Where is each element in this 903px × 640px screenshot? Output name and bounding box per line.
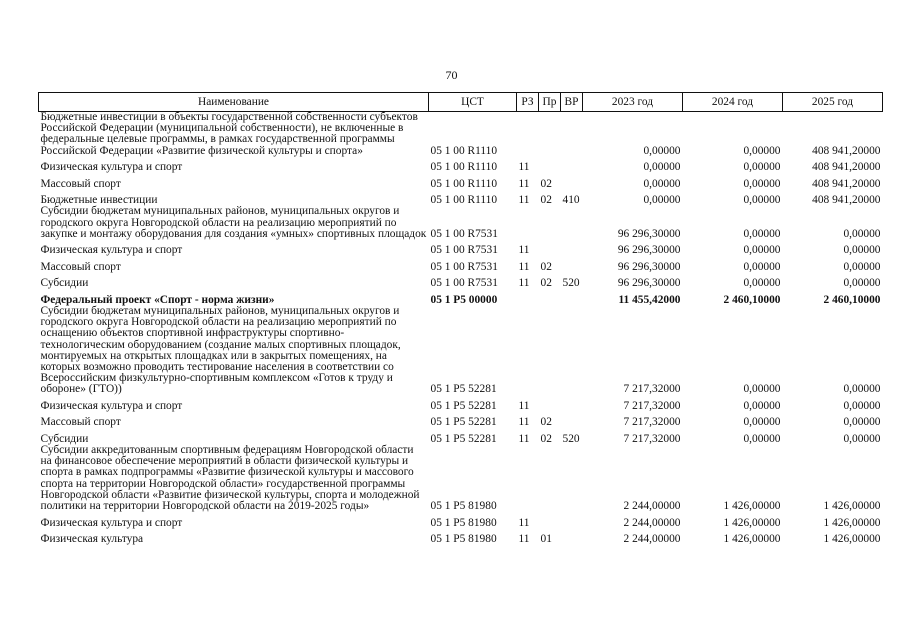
row-rz xyxy=(517,206,539,240)
row-name: Бюджетные инвестиции xyxy=(40,194,158,207)
row-rz: 11 xyxy=(518,516,530,529)
page-number: 70 xyxy=(445,68,458,82)
row-name: Бюджетные инвестиции в объекты государственной собственности субъектов Российской Федерации (муниципальной собственности), не включенные в федеральные целевые программы, в рамках государственной программы Российской Федерации «Развитие физической культуры и спорта» xyxy=(40,111,418,157)
row-2024: 1 426,00000 xyxy=(723,500,781,513)
table-row xyxy=(39,157,883,174)
row-vr xyxy=(561,240,583,257)
row-2024: 0,00000 xyxy=(743,144,781,157)
row-pr: 02 xyxy=(540,416,552,429)
row-pr: 02 xyxy=(540,260,552,273)
row-vr: 520 xyxy=(562,277,580,290)
row-2025: 0,00000 xyxy=(843,277,881,290)
header-pr: Пр xyxy=(539,93,561,112)
row-2025: 1 426,00000 xyxy=(823,533,881,546)
table-row xyxy=(39,273,883,290)
row-cst: 05 1 00 R1110 xyxy=(430,161,498,174)
row-2023: 7 217,32000 xyxy=(623,416,681,429)
row-pr: 01 xyxy=(540,533,552,546)
row-cst: 05 1 P5 81980 xyxy=(430,500,497,513)
row-2024: 1 426,00000 xyxy=(723,516,781,529)
row-2024: 0,00000 xyxy=(743,244,781,257)
row-pr xyxy=(539,306,561,396)
header-name: Наименование xyxy=(39,93,429,112)
table-row xyxy=(39,206,883,240)
row-2024: 0,00000 xyxy=(743,161,781,174)
row-2024: 0,00000 xyxy=(743,383,781,396)
row-rz: 11 xyxy=(518,161,530,174)
row-pr xyxy=(539,157,561,174)
table-row xyxy=(39,289,883,306)
row-name: Массовый спорт xyxy=(40,260,121,273)
row-2025: 2 460,10000 xyxy=(823,293,881,306)
row-2024: 0,00000 xyxy=(743,227,781,240)
row-2025: 408 941,20000 xyxy=(812,177,881,190)
row-name: Субсидии xyxy=(40,432,89,445)
row-rz: 11 xyxy=(518,277,530,290)
row-vr: 410 xyxy=(562,194,580,207)
row-rz: 11 xyxy=(518,533,530,546)
table-row xyxy=(39,306,883,396)
row-2025: 408 941,20000 xyxy=(812,161,881,174)
row-cst: 05 1 00 R1110 xyxy=(430,194,498,207)
row-name: Субсидии бюджетам муниципальных районов, муниципальных округов и городского округа Новгородской области на реализацию мероприятий по закупке и монтажу оборудования для создания «умных» спортивных площадок xyxy=(40,205,427,240)
row-vr xyxy=(561,529,583,546)
row-rz: 11 xyxy=(518,177,530,190)
row-2023: 7 217,32000 xyxy=(623,399,681,412)
table-row xyxy=(39,173,883,190)
row-pr xyxy=(539,240,561,257)
row-cst: 05 1 P5 81980 xyxy=(430,516,497,529)
row-2023: 0,00000 xyxy=(643,177,681,190)
row-vr xyxy=(561,512,583,529)
row-cst: 05 1 00 R7531 xyxy=(430,260,498,273)
row-cst: 05 1 00 R7531 xyxy=(430,244,498,257)
row-2025: 0,00000 xyxy=(843,227,881,240)
header-rz: РЗ xyxy=(517,93,539,112)
row-pr xyxy=(539,206,561,240)
row-vr xyxy=(561,256,583,273)
row-cst: 05 1 P5 52281 xyxy=(430,383,497,396)
row-2023: 2 244,00000 xyxy=(623,533,681,546)
row-2023: 0,00000 xyxy=(643,194,681,207)
row-pr xyxy=(539,289,561,306)
row-name: Субсидии бюджетам муниципальных районов, муниципальных округов и городского округа Новгородской области на реализацию мероприятий по оснащению объектов спортивной инфраструктуры спортивно-технологическим оборудованием (создание малых спортивных площадок, монтируемых на открытых площадках или в закрытых помещениях, на которых возможно проводить тестирование населения в соответствии со Всероссийским физкультурно-спортивным комплексом «Готов к труду и обороне» (ГТО)) xyxy=(40,304,401,396)
row-vr xyxy=(561,306,583,396)
row-2024: 0,00000 xyxy=(743,260,781,273)
row-rz xyxy=(517,306,539,396)
row-2023: 96 296,30000 xyxy=(617,260,681,273)
row-cst: 05 1 P5 00000 xyxy=(430,293,498,306)
table-row xyxy=(39,256,883,273)
row-2024: 0,00000 xyxy=(743,194,781,207)
row-vr: 520 xyxy=(562,432,580,445)
row-rz: 11 xyxy=(518,194,530,207)
row-2024: 0,00000 xyxy=(743,416,781,429)
table-row xyxy=(39,429,883,446)
row-rz xyxy=(517,112,539,157)
row-name: Физическая культура и спорт xyxy=(40,516,183,529)
row-2025: 1 426,00000 xyxy=(823,516,881,529)
row-name: Федеральный проект «Спорт - норма жизни» xyxy=(40,293,275,306)
row-2023: 96 296,30000 xyxy=(617,244,681,257)
header-cst: ЦСТ xyxy=(429,93,517,112)
row-2023: 11 455,42000 xyxy=(618,293,681,306)
row-2024: 0,00000 xyxy=(743,432,781,445)
row-name: Физическая культура и спорт xyxy=(40,399,183,412)
row-pr: 02 xyxy=(540,194,552,207)
row-2025: 0,00000 xyxy=(843,383,881,396)
row-cst: 05 1 P5 52281 xyxy=(430,399,497,412)
row-2024: 2 460,10000 xyxy=(723,293,781,306)
row-cst: 05 1 P5 52281 xyxy=(430,416,497,429)
row-vr xyxy=(561,206,583,240)
row-vr xyxy=(561,412,583,429)
budget-table xyxy=(38,92,883,545)
table-row xyxy=(39,529,883,546)
row-2023: 7 217,32000 xyxy=(623,383,681,396)
table-row xyxy=(39,445,883,512)
row-name: Субсидии аккредитованным спортивным федерациям Новгородской области на финансовое обеспечение мероприятий в области физической культуры и спорта в рамках подпрограммы «Развитие физической культуры и массового спорта на территории Новгородской области» государственной программы Новгородской области «Развитие физической культуры, спорта и молодежной политики на территории Новгородской области на 2019-2025 годы» xyxy=(40,444,420,513)
row-rz: 11 xyxy=(518,244,530,257)
row-2024: 0,00000 xyxy=(743,177,781,190)
row-2025: 0,00000 xyxy=(843,399,881,412)
row-name: Физическая культура и спорт xyxy=(40,161,183,174)
row-pr: 02 xyxy=(540,432,552,445)
row-name: Массовый спорт xyxy=(40,177,121,190)
row-2023: 0,00000 xyxy=(643,144,681,157)
header-2025: 2025 год xyxy=(783,93,883,112)
row-2025: 0,00000 xyxy=(843,432,881,445)
row-2023: 96 296,30000 xyxy=(617,227,681,240)
row-vr xyxy=(561,289,583,306)
row-rz xyxy=(517,445,539,512)
row-vr xyxy=(561,157,583,174)
row-name: Физическая культура xyxy=(40,533,144,546)
row-rz: 11 xyxy=(518,260,530,273)
table-row xyxy=(39,396,883,413)
header-2024: 2024 год xyxy=(683,93,783,112)
row-2024: 0,00000 xyxy=(743,277,781,290)
row-rz: 11 xyxy=(518,432,530,445)
row-2023: 2 244,00000 xyxy=(623,516,681,529)
row-2025: 0,00000 xyxy=(843,416,881,429)
row-pr xyxy=(539,396,561,413)
row-pr xyxy=(539,512,561,529)
row-cst: 05 1 00 R1110 xyxy=(430,177,498,190)
row-pr xyxy=(539,445,561,512)
row-cst: 05 1 00 R1110 xyxy=(430,144,498,157)
row-vr xyxy=(561,396,583,413)
row-2025: 408 941,20000 xyxy=(812,194,881,207)
row-pr xyxy=(539,112,561,157)
row-name: Физическая культура и спорт xyxy=(40,244,183,257)
table-header xyxy=(39,93,883,112)
row-name: Субсидии xyxy=(40,277,89,290)
row-2025: 1 426,00000 xyxy=(823,500,881,513)
row-vr xyxy=(561,112,583,157)
table-row xyxy=(39,512,883,529)
table-row xyxy=(39,240,883,257)
row-rz xyxy=(517,289,539,306)
table-row xyxy=(39,112,883,157)
header-2023: 2023 год xyxy=(583,93,683,112)
row-2023: 7 217,32000 xyxy=(623,432,681,445)
row-2023: 96 296,30000 xyxy=(617,277,681,290)
row-2025: 0,00000 xyxy=(843,260,881,273)
row-rz: 11 xyxy=(518,416,530,429)
row-rz: 11 xyxy=(518,399,530,412)
row-vr xyxy=(561,173,583,190)
row-pr: 02 xyxy=(540,177,552,190)
row-2025: 0,00000 xyxy=(843,244,881,257)
row-cst: 05 1 P5 52281 xyxy=(430,432,497,445)
row-cst: 05 1 P5 81980 xyxy=(430,533,497,546)
row-cst: 05 1 00 R7531 xyxy=(430,277,498,290)
table-row xyxy=(39,412,883,429)
row-vr xyxy=(561,445,583,512)
table-row xyxy=(39,190,883,207)
row-2025: 408 941,20000 xyxy=(812,144,881,157)
row-2024: 1 426,00000 xyxy=(723,533,781,546)
row-2023: 2 244,00000 xyxy=(623,500,681,513)
header-vr: ВР xyxy=(561,93,583,112)
row-pr: 02 xyxy=(540,277,552,290)
row-name: Массовый спорт xyxy=(40,416,121,429)
row-2023: 0,00000 xyxy=(643,161,681,174)
row-cst: 05 1 00 R7531 xyxy=(430,227,498,240)
table-body xyxy=(39,112,883,546)
row-2024: 0,00000 xyxy=(743,399,781,412)
